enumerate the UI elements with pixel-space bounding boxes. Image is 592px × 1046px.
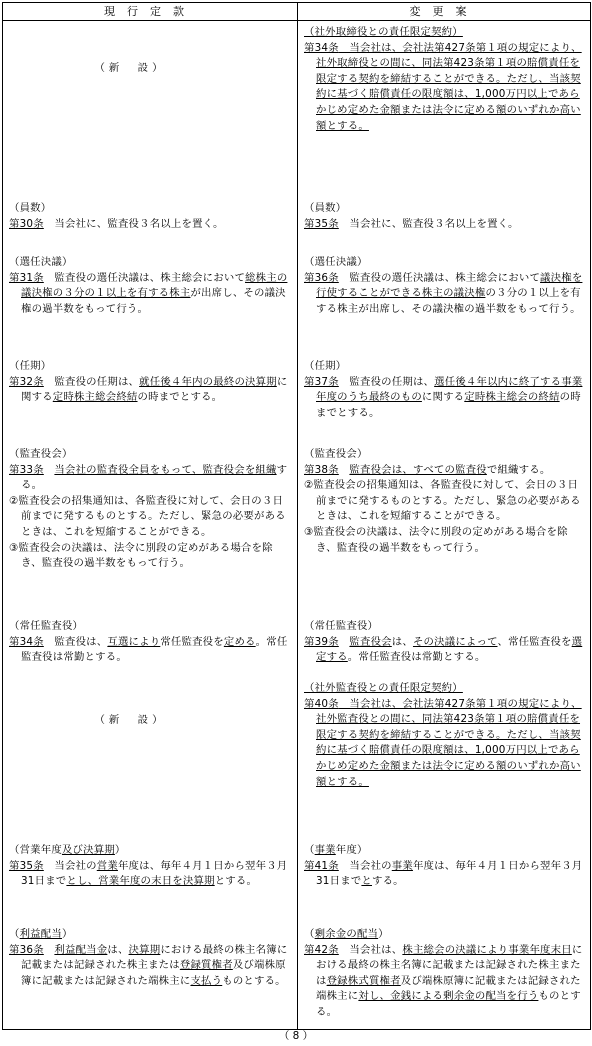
right-article-35: （員数） 第35条 当会社に、監査役３名以上を置く。 <box>304 201 585 232</box>
article-title: （員数） <box>9 202 52 214</box>
right-article-38: （監査役会） 第38条 監査役会は、すべての監査役で組織する。 ②監査役会の招集通知は、各監査役に対して、会日の３日前までに発するものとする。ただし、緊急の必要があるときは、これを短縮することができる。 ③監査役会の決議は、法令に別段の定めがある場合を除き、監査役の過半数をもって行う。 <box>304 447 585 556</box>
article-title: （常任監査役） <box>9 620 84 632</box>
left-article-36: （利益配当） 第36条 利益配当金は、決算期における最終の株主名簿に記載または記録された株主または登録質権者及び端株原簿に記載または記録された端株主に支払うものとする。 <box>9 927 292 989</box>
right-article-36: （選任決議） 第36条 監査役の選任決議は、株主総会において議決権を行使することができる株主の議決権の３分の１以上を有する株主が出席し、その議決権の過半数をもって行う。 <box>304 255 585 317</box>
right-article-34-new: （社外取締役との責任限定契約） 第34条 当会社は、会社法第427条第１項の規定により、社外取締役との間に、同法第423条第１項の賠償責任を限定する契約を締結することができる。ただし、当該契約に基づく賠償責任の限度額は、1,000万円以上であらかじめ定めた金額または法令に定める額のいずれか高い額とする。 <box>304 25 585 134</box>
article-title: （選任決議） <box>9 256 73 268</box>
article-title: （監査役会） <box>304 448 368 460</box>
left-new-placeholder-2: （新 設） <box>94 714 167 726</box>
left-article-35: （営業年度及び決算期） 第35条 当会社の営業年度は、毎年４月１日から翌年３月31日までとし、営業年度の末日を決算期とする。 <box>9 843 292 890</box>
right-article-40-new: （社外監査役との責任限定契約） 第40条 当会社は、会社法第427条第１項の規定により、社外監査役との間に、同法第423条第１項の賠償責任を限定する契約を締結することができる。ただし、当該契約に基づく賠償責任の限度額は、1,000万円以上であらかじめ定めた金額または法令に定める額のいずれか高い額とする。 <box>304 681 585 790</box>
comparison-table <box>2 2 591 1030</box>
article-title: （営業年度及び決算期） <box>9 844 126 856</box>
right-article-41: （事業年度） 第41条 当会社の事業年度は、毎年４月１日から翌年３月31日までとする。 <box>304 843 585 890</box>
article-title: （任期） <box>9 360 52 372</box>
right-article-39: （常任監査役） 第39条 監査役会は、その決議によって、常任監査役を選定する。常任監査役は常勤とする。 <box>304 619 585 666</box>
article-title: （選任決議） <box>304 256 368 268</box>
table-body-row <box>3 21 591 1030</box>
left-article-33: （監査役会） 第33条 当会社の監査役全員をもって、監査役会を組織する。 ②監査役会の招集通知は、各監査役に対して、会日の３日前までに発するものとする。ただし、緊急の必要があるときは、これを短縮することができる。 ③監査役会の決議は、法令に別段の定めがある場合を除き、監査役の過半数をもって行う。 <box>9 447 292 572</box>
article-title: （任期） <box>304 360 347 372</box>
article-title: （社外取締役との責任限定契約） <box>304 26 463 38</box>
article-title: （剰余金の配当） <box>304 928 389 940</box>
current-articles-cell <box>3 21 298 1030</box>
article-title: （事業年度） <box>304 844 368 856</box>
header-current: 現行定款 <box>3 3 298 21</box>
left-article-32: （任期） 第32条 監査役の任期は、就任後４年内の最終の決算期に関する定時株主総会終結の時までとする。 <box>9 359 292 406</box>
left-article-31: （選任決議） 第31条 監査役の選任決議は、株主総会において総株主の議決権の３分の１以上を有する株主が出席し、その議決権の過半数をもって行う。 <box>9 255 292 317</box>
article-title: （社外監査役との責任限定契約） <box>304 682 463 694</box>
header-proposed: 変更案 <box>298 3 591 21</box>
article-number: 第30条 <box>9 217 44 230</box>
article-title: （常任監査役） <box>304 620 379 632</box>
left-article-30: （員数） 第30条 当会社に、監査役３名以上を置く。 <box>9 201 292 232</box>
right-article-37: （任期） 第37条 監査役の任期は、選任後４年以内に終了する事業年度のうち最終のものに関する定時株主総会の終結の時までとする。 <box>304 359 585 421</box>
article-title: （利益配当） <box>9 928 73 940</box>
page-number: （ 8 ） <box>278 1030 314 1042</box>
article-title: （監査役会） <box>9 448 73 460</box>
article-title: （員数） <box>304 202 347 214</box>
right-article-42: （剰余金の配当） 第42条 当会社は、株主総会の決議により事業年度末日における最終の株主名簿に記載または記録された株主または登録株式質権者及び端株原簿に記載または記録された端株主に対し、金銭による剰余金の配当を行うものとする。 <box>304 927 585 1021</box>
left-new-placeholder-1: （新 設） <box>94 62 167 74</box>
left-article-34: （常任監査役） 第34条 監査役は、互選により常任監査役を定める。常任監査役は常勤とする。 <box>9 619 292 666</box>
table-header-row <box>3 3 591 21</box>
proposed-articles-cell <box>298 21 591 1030</box>
